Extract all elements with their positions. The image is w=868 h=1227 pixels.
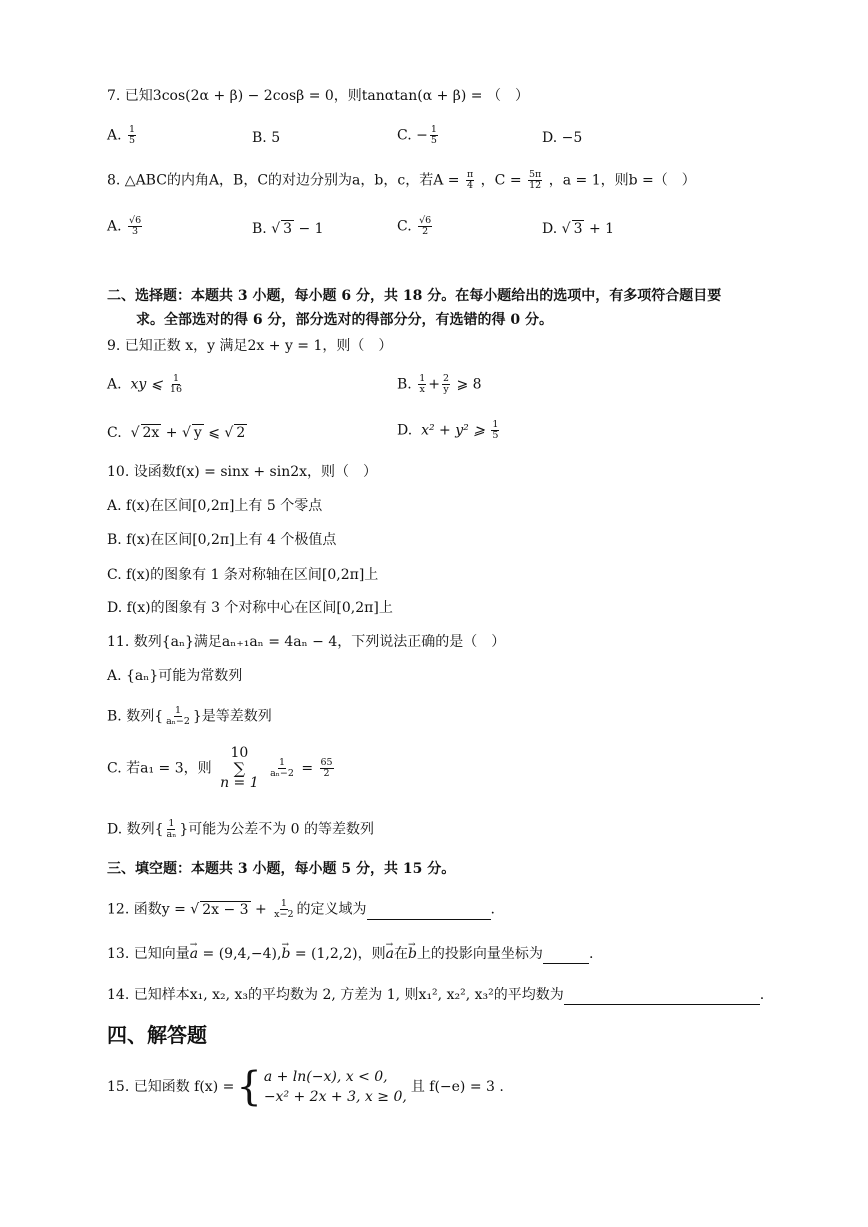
q7-option-c[interactable] xyxy=(397,125,440,146)
q9-option-a[interactable]: A. xy ⩽ $\frac{1}{16}$ xyxy=(107,373,183,395)
q9-b-fraction-1: $\frac{1}{x}$ xyxy=(419,373,426,395)
q11-d-fraction: $\frac{1}{\text{aₙ}}$ xyxy=(166,818,177,840)
q9-stem: 9. 已知正数 x，y 满足2x + y = 1，则（ ） xyxy=(107,338,393,354)
q10-option-a[interactable]: A. f(x)在区间[0,2π]上有 5 个零点 xyxy=(107,498,323,514)
q7-c-fraction: $\frac{1}{5}$ xyxy=(430,124,437,146)
section2-heading-line1: 二、选择题：本题共 3 小题，每小题 6 分，共 18 分。在每小题给出的选项中，有多项符合题目要 xyxy=(107,288,722,304)
q8-b-radicand: 3 xyxy=(283,221,293,237)
q11-b-fraction: $\frac{1}{\text{aₙ−2}}$ xyxy=(166,705,190,727)
q13-answer-blank[interactable] xyxy=(543,949,589,964)
q8-option-d[interactable]: D. √ 3 + 1 xyxy=(542,221,615,237)
q11-c-result-fraction: $\frac{65}{2}$ xyxy=(320,757,333,779)
q8-d-radicand: 3 xyxy=(573,221,583,237)
q15-piecewise: 15. 已知函数 f(x) = { a + ln(−x), x < 0, −x² + 2x + 3, x ≥ 0, 且 f(−e) = 3 . xyxy=(107,1064,504,1110)
vector-a: → a xyxy=(190,944,198,964)
q8-option-a[interactable]: A. $\frac{√6}{3}$ xyxy=(107,215,142,237)
q10-option-b[interactable]: B. f(x)在区间[0,2π]上有 4 个极值点 xyxy=(107,532,337,548)
q12-radicand: 2x − 3 xyxy=(202,901,249,918)
q14-answer-blank[interactable] xyxy=(564,990,760,1005)
section4-heading: 四、解答题 xyxy=(107,1023,207,1047)
section3-heading: 三、填空题：本题共 3 小题，每小题 5 分，共 15 分。 xyxy=(107,861,456,877)
q7-stem: 7. 已知3cos(2α + β) − 2cosβ = 0，则tanαtan(α + β) = （ ） xyxy=(107,88,529,104)
q7-c-label: C. − xyxy=(397,127,428,144)
q9-b-fraction-2: $\frac{2}{y}$ xyxy=(442,373,450,395)
q9-d-fraction: $\frac{1}{5}$ xyxy=(492,419,499,441)
q14-question: 14. 已知样本x₁, x₂, x₃的平均数为 2, 方差为 1, 则x₁², x₂², x₃²的平均数为 . xyxy=(107,987,765,1003)
q15-question xyxy=(107,1064,504,1110)
vector-b: → b xyxy=(281,944,290,964)
q11-c-summation: 10 ∑ n = 1 xyxy=(220,745,259,791)
q11-option-d[interactable]: D. 数列{ $\frac{1}{\text{aₙ}}$ }可能为公差不为 0 的等差数列 xyxy=(107,818,375,840)
q7-option-b[interactable]: B. 5 xyxy=(252,130,281,146)
q11-stem: 11. 数列{aₙ}满足aₙ₊₁aₙ = 4aₙ − 4，下列说法正确的是（ ） xyxy=(107,634,506,650)
q12-answer-blank[interactable] xyxy=(367,905,491,920)
q11-option-a[interactable]: A. {aₙ}可能为常数列 xyxy=(107,668,243,684)
q13-question: 13. 已知向量→ a = (9,4,−4),→ b = (1,2,2)，则→ a在→ b上的投影向量坐标为 . xyxy=(107,944,593,964)
q8-c-fraction: $\frac{√6}{2}$ xyxy=(419,215,432,237)
q7-option-a[interactable] xyxy=(107,125,138,146)
q11-option-c[interactable]: C. 若a₁ = 3，则 10 ∑ n = 1 $\frac{1}{\text{aₙ−2}}$ = $\frac{65}{2}$ xyxy=(107,745,333,791)
q7-option-d[interactable]: D. −5 xyxy=(542,130,583,146)
q9-a-fraction: $\frac{1}{16}$ xyxy=(169,373,183,395)
q10-stem: 10. 设函数f(x) = sinx + sin2x，则（ ） xyxy=(107,464,378,480)
q8-stem: 8. △ABC的内角A，B，C的对边分别为a，b，c，若A = $\frac{\pi}{4}$ ，C = $\frac{5\pi}{12}$ ，a = 1，则b =（ ） xyxy=(107,169,696,191)
section2-heading-line2: 求。全部选对的得 6 分，部分选对的得部分分，有选错的得 0 分。 xyxy=(136,312,553,328)
q8-option-b[interactable]: B. √ 3 − 1 xyxy=(252,221,324,237)
q11-option-b[interactable]: B. 数列{ $\frac{1}{\text{aₙ−2}}$ }是等差数列 xyxy=(107,705,272,727)
q9-option-d[interactable]: D. x² + y² ⩾ $\frac{1}{5}$ xyxy=(397,419,499,441)
q15-cases: a + ln(−x), x < 0, −x² + 2x + 3, x ≥ 0, xyxy=(263,1069,407,1105)
q8-angle-a-fraction: $\frac{\pi}{4}$ xyxy=(466,169,474,191)
q8-option-c[interactable]: C. $\frac{√6}{2}$ xyxy=(397,215,432,237)
q10-option-d[interactable]: D. f(x)的图象有 3 个对称中心在区间[0,2π]上 xyxy=(107,600,393,616)
left-brace: { xyxy=(236,1064,262,1110)
q7-a-fraction: $\frac{1}{5}$ xyxy=(129,124,136,146)
q12-fraction: $\frac{1}{x-2}$ xyxy=(274,898,294,920)
q9-option-c[interactable]: C. √ 2x + √ y ⩽ √ 2 xyxy=(107,425,246,441)
q7-a-label: A. xyxy=(107,127,122,144)
q8-angle-c-fraction: $\frac{5\pi}{12}$ xyxy=(529,169,542,191)
q9-option-b[interactable]: B. $\frac{1}{x}$ + $\frac{2}{y}$ ⩾ 8 xyxy=(397,373,482,395)
q10-option-c[interactable]: C. f(x)的图象有 1 条对称轴在区间[0,2π]上 xyxy=(107,567,379,583)
q8-a-fraction: $\frac{√6}{3}$ xyxy=(129,215,142,237)
q11-c-fraction: $\frac{1}{\text{aₙ−2}}$ xyxy=(270,757,294,779)
q12-question: 12. 函数y = √ 2x − 3 + $\frac{1}{x-2}$ 的定义域为 . xyxy=(107,898,495,920)
